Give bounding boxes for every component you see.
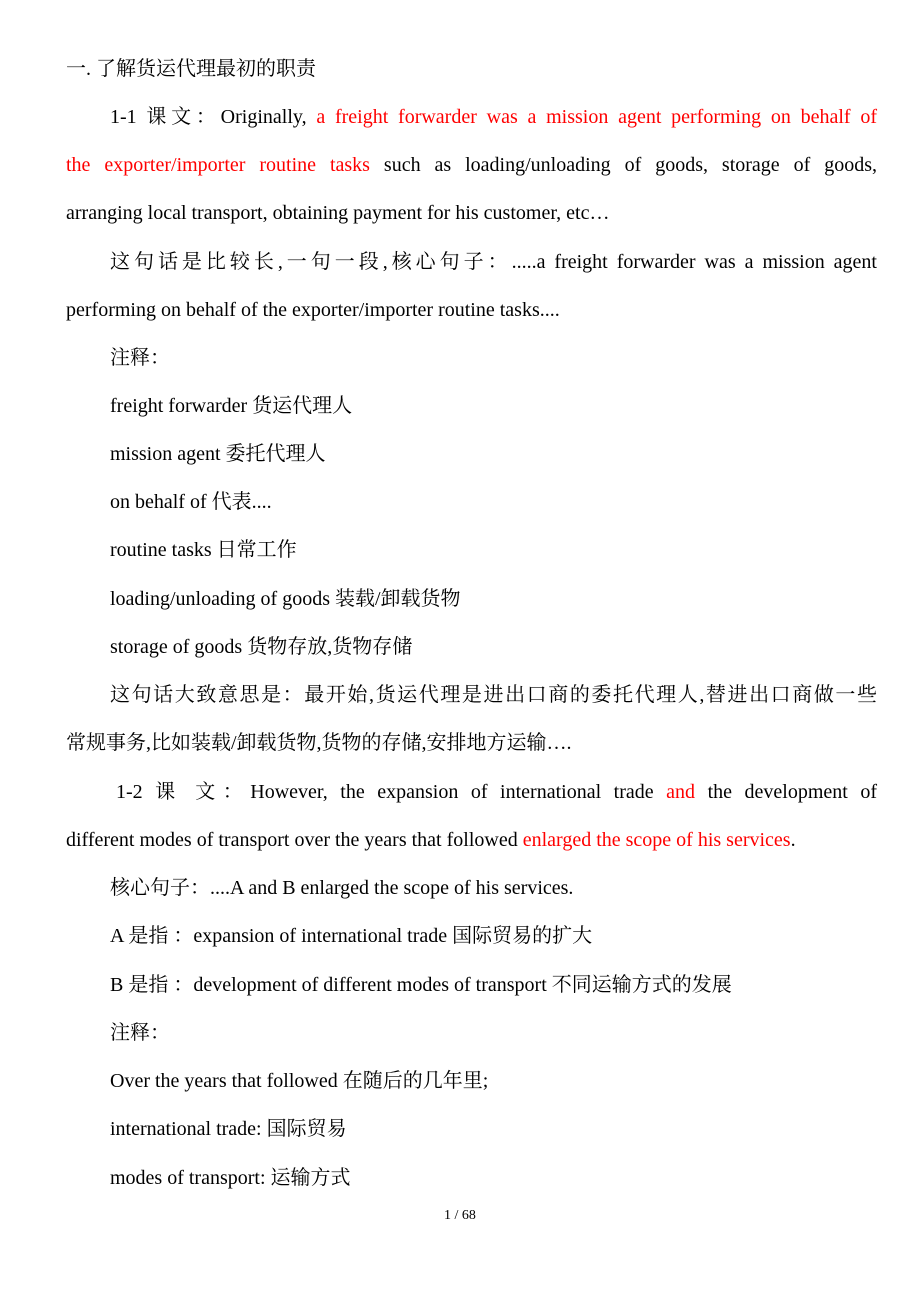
note-item: storage of goods 货物存放,货物存储 [110,636,413,658]
text-period: . [790,829,796,851]
note-item: Over the years that followed 在随后的几年里; [110,1070,489,1092]
paragraph-1-1-line-3: arranging local transport, obtaining payment for his customer, etc… [66,202,610,224]
highlight-core-1: a freight forwarder was a mission agent performing on behalf of [316,106,877,128]
notes-label-1: 注释： [110,347,170,369]
paragraph-1-1-line-1 [66,104,877,130]
section-heading: 一. 了解货运代理最初的职责 [66,58,316,80]
notes-label-2: 注释： [110,1022,170,1044]
note-item: modes of transport: 运输方式 [110,1167,351,1189]
core-sentence-2: 核心句子：....A and B enlarged the scope of his services. [110,877,574,899]
paragraph-1-1-line-2 [66,152,877,178]
note-item: mission agent 委托代理人 [110,443,326,465]
highlight-enlarged: enlarged the scope of his services [522,829,791,851]
label-1-2: 1-2 课 文： [116,781,251,803]
note-item: loading/unloading of goods 装载/卸载货物 [110,588,461,610]
text-such-as: such as loading/unloading of goods, storage of goods, [369,154,878,176]
text-development: the development of [695,781,878,803]
text-originally: Originally, [220,106,317,128]
highlight-core-2: the exporter/importer routine tasks [66,154,370,176]
meaning-1-line-2: 常规事务,比如装载/卸载货物,货物的存储,安排地方运输…. [66,732,572,754]
note-item: routine tasks 日常工作 [110,539,297,561]
highlight-and: and [666,781,696,803]
paragraph-1-2-line-2 [66,827,796,853]
meaning-1-line-1: 这句话大致意思是：最开始,货运代理是进出口商的委托代理人,替进出口商做一些 [110,684,877,706]
definition-a: A 是指 ：expansion of international trade 国际贸易的扩大 [110,925,593,947]
text-different-modes: different modes of transport over the years that followed [66,829,523,851]
core-sentence-1-line-1: 这句话是比较长,一句一段,核心句子：.....a freight forwarder was a mission agent [110,251,877,273]
note-item: international trade: 国际贸易 [110,1118,347,1140]
core-sentence-1-line-2: performing on behalf of the exporter/importer routine tasks.... [66,299,560,321]
note-item: freight forwarder 货运代理人 [110,395,353,417]
label-1-1: 1-1 课文： [110,106,221,128]
definition-b: B 是指 ：development of different modes of transport 不同运输方式的发展 [110,974,732,996]
text-however: However, the expansion of international trade [250,781,667,803]
page-number: 1 / 68 [444,1208,476,1223]
paragraph-1-2-line-1 [66,779,877,805]
note-item: on behalf of 代表.... [110,491,272,513]
